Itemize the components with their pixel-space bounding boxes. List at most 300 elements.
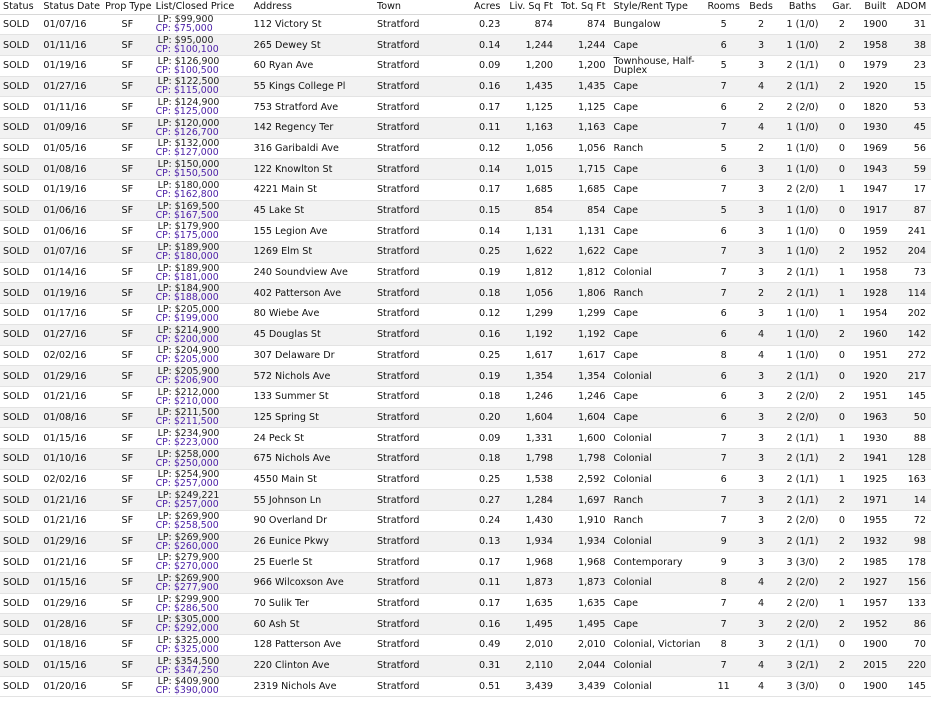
row-beds: 3 bbox=[758, 267, 765, 279]
row-price bbox=[153, 428, 251, 449]
closed-price bbox=[156, 128, 251, 137]
table-row[interactable] bbox=[0, 304, 931, 325]
row-address: 70 Sulik Ter bbox=[253, 598, 310, 610]
row-status-date: 01/11/16 bbox=[43, 39, 87, 51]
row-beds: 3 bbox=[758, 453, 765, 465]
table-row[interactable] bbox=[0, 511, 931, 532]
closed-price bbox=[156, 686, 251, 695]
row-status: SOLD bbox=[3, 101, 30, 113]
row-status-date: 01/07/16 bbox=[43, 18, 87, 30]
closed-price-label: CP: bbox=[155, 395, 171, 407]
row-prop-type: SF bbox=[121, 598, 134, 610]
row-beds: 3 bbox=[758, 225, 765, 237]
row-tot-sqft: 1,968 bbox=[578, 556, 606, 568]
col-header-tot-sqft[interactable]: Tot. Sq Ft bbox=[558, 0, 611, 14]
row-garage: 0 bbox=[838, 60, 845, 72]
row-status: SOLD bbox=[3, 225, 30, 237]
closed-price bbox=[156, 459, 251, 468]
row-acres: 0.14 bbox=[478, 225, 501, 237]
row-town: Stratford bbox=[376, 391, 420, 403]
col-header-price[interactable]: List/Closed Price bbox=[153, 0, 251, 14]
row-acres: 0.12 bbox=[478, 308, 501, 320]
row-price bbox=[153, 76, 251, 97]
row-status: SOLD bbox=[3, 80, 30, 92]
col-header-garage[interactable]: Gar. bbox=[827, 0, 857, 14]
row-adom: 14 bbox=[913, 494, 926, 506]
closed-price-value: $257,000 bbox=[173, 499, 219, 511]
row-rooms: 6 bbox=[720, 39, 727, 51]
row-built: 1955 bbox=[863, 515, 888, 527]
row-garage: 2 bbox=[838, 660, 845, 672]
closed-price bbox=[156, 397, 251, 406]
row-baths: 2 (1/1) bbox=[786, 267, 819, 279]
row-beds: 2 bbox=[758, 287, 765, 299]
col-header-town[interactable]: Town bbox=[374, 0, 445, 14]
closed-price-label: CP: bbox=[155, 416, 171, 428]
row-status: SOLD bbox=[3, 680, 30, 692]
row-garage: 0 bbox=[838, 639, 845, 651]
row-style: Colonial bbox=[613, 473, 652, 485]
row-price bbox=[153, 159, 251, 180]
row-price bbox=[153, 242, 251, 263]
row-baths: 2 (1/1) bbox=[786, 536, 819, 548]
table-row[interactable] bbox=[0, 138, 931, 159]
row-tot-sqft: 1,617 bbox=[578, 349, 606, 361]
row-garage: 2 bbox=[838, 494, 845, 506]
row-tot-sqft: 1,812 bbox=[578, 267, 606, 279]
row-beds: 4 bbox=[758, 349, 765, 361]
row-liv-sqft: 3,439 bbox=[525, 680, 553, 692]
row-address: 572 Nichols Ave bbox=[253, 370, 331, 382]
table-row[interactable] bbox=[0, 55, 931, 76]
row-baths: 2 (1/1) bbox=[786, 60, 819, 72]
row-address: 60 Ash St bbox=[253, 618, 300, 630]
row-price bbox=[153, 614, 251, 635]
row-built: 1958 bbox=[863, 267, 888, 279]
closed-price-value: $325,000 bbox=[173, 643, 219, 655]
row-garage: 0 bbox=[838, 515, 845, 527]
table-row[interactable] bbox=[0, 242, 931, 263]
row-rooms: 7 bbox=[720, 598, 727, 610]
col-header-rooms[interactable]: Rooms bbox=[703, 0, 743, 14]
closed-price-value: $260,000 bbox=[173, 540, 219, 552]
row-acres: 0.19 bbox=[478, 267, 501, 279]
list-price-label: LP: bbox=[157, 35, 172, 47]
row-acres: 0.18 bbox=[478, 391, 501, 403]
row-status-date: 01/21/16 bbox=[43, 556, 87, 568]
row-status: SOLD bbox=[3, 411, 30, 423]
row-prop-type: SF bbox=[121, 101, 134, 113]
closed-price bbox=[156, 107, 251, 116]
row-prop-type: SF bbox=[121, 411, 134, 423]
row-garage: 1 bbox=[838, 308, 845, 320]
row-status: SOLD bbox=[3, 473, 30, 485]
row-style: Cape bbox=[613, 225, 639, 237]
row-address: 675 Nichols Ave bbox=[253, 453, 331, 465]
col-header-adom[interactable]: ADOM bbox=[893, 0, 931, 14]
table-row[interactable] bbox=[0, 14, 931, 35]
row-style: Colonial bbox=[613, 660, 652, 672]
row-town: Stratford bbox=[376, 308, 420, 320]
row-prop-type: SF bbox=[121, 205, 134, 217]
row-address: 220 Clinton Ave bbox=[253, 660, 330, 672]
list-price-value: $249,221 bbox=[174, 490, 220, 502]
row-status-date: 01/17/16 bbox=[43, 308, 87, 320]
row-status-date: 01/21/16 bbox=[43, 391, 87, 403]
row-rooms: 6 bbox=[720, 391, 727, 403]
row-liv-sqft: 1,538 bbox=[525, 473, 553, 485]
closed-price bbox=[156, 190, 251, 199]
row-style: Cape bbox=[613, 205, 639, 217]
closed-price-label: CP: bbox=[155, 188, 171, 200]
row-status-date: 01/19/16 bbox=[43, 60, 87, 72]
row-garage: 2 bbox=[838, 536, 845, 548]
row-liv-sqft: 1,798 bbox=[525, 453, 553, 465]
row-baths: 2 (1/1) bbox=[786, 473, 819, 485]
list-price-label: LP: bbox=[157, 138, 172, 150]
list-price-label: LP: bbox=[157, 117, 172, 129]
closed-price bbox=[156, 66, 251, 75]
row-town: Stratford bbox=[376, 163, 420, 175]
row-address: 402 Patterson Ave bbox=[253, 287, 342, 299]
row-rooms: 11 bbox=[717, 680, 730, 692]
table-row[interactable] bbox=[0, 97, 931, 118]
table-row[interactable] bbox=[0, 552, 931, 573]
col-header-style[interactable]: Style/Rent Type bbox=[610, 0, 703, 14]
row-town: Stratford bbox=[376, 556, 420, 568]
table-row[interactable] bbox=[0, 428, 931, 449]
row-status: SOLD bbox=[3, 453, 30, 465]
row-status: SOLD bbox=[3, 432, 30, 444]
row-rooms: 8 bbox=[720, 349, 727, 361]
row-acres: 0.25 bbox=[478, 246, 501, 258]
row-baths: 1 (1/0) bbox=[786, 329, 819, 341]
list-price-value: $279,900 bbox=[174, 552, 220, 564]
row-tot-sqft: 1,125 bbox=[578, 101, 606, 113]
row-built: 1930 bbox=[863, 432, 888, 444]
table-row[interactable] bbox=[0, 159, 931, 180]
row-tot-sqft: 1,806 bbox=[578, 287, 606, 299]
list-price-label: LP: bbox=[157, 676, 172, 688]
row-town: Stratford bbox=[376, 225, 420, 237]
closed-price-label: CP: bbox=[155, 271, 171, 283]
row-price bbox=[153, 635, 251, 656]
row-acres: 0.16 bbox=[478, 329, 501, 341]
table-row[interactable] bbox=[0, 386, 931, 407]
col-header-built[interactable]: Built bbox=[857, 0, 893, 14]
table-row[interactable] bbox=[0, 180, 931, 201]
col-header-liv-sqft[interactable]: Liv. Sq Ft bbox=[505, 0, 558, 14]
table-row[interactable] bbox=[0, 221, 931, 242]
list-price-value: $409,900 bbox=[174, 676, 220, 688]
row-beds: 3 bbox=[758, 246, 765, 258]
row-baths: 1 (1/0) bbox=[786, 308, 819, 320]
row-rooms: 7 bbox=[720, 453, 727, 465]
list-price-value: $95,000 bbox=[174, 35, 214, 47]
row-built: 1927 bbox=[863, 577, 888, 589]
row-beds: 4 bbox=[758, 660, 765, 672]
row-address: 26 Eunice Pkwy bbox=[253, 536, 329, 548]
row-baths: 1 (1/0) bbox=[786, 349, 819, 361]
row-rooms: 8 bbox=[720, 577, 727, 589]
row-built: 1954 bbox=[863, 308, 888, 320]
row-status: SOLD bbox=[3, 515, 30, 527]
row-baths: 3 (3/0) bbox=[786, 556, 819, 568]
table-row[interactable] bbox=[0, 366, 931, 387]
list-price-label: LP: bbox=[157, 159, 172, 171]
table-row[interactable] bbox=[0, 324, 931, 345]
closed-price bbox=[156, 169, 251, 178]
row-liv-sqft: 1,299 bbox=[525, 308, 553, 320]
closed-price bbox=[156, 335, 251, 344]
row-baths: 2 (2/0) bbox=[786, 391, 819, 403]
row-built: 2015 bbox=[863, 660, 888, 672]
row-beds: 3 bbox=[758, 515, 765, 527]
table-row[interactable] bbox=[0, 345, 931, 366]
row-town: Stratford bbox=[376, 39, 420, 51]
list-price-label: LP: bbox=[157, 200, 172, 212]
row-tot-sqft: 1,604 bbox=[578, 411, 606, 423]
row-town: Stratford bbox=[376, 60, 420, 72]
table-row[interactable] bbox=[0, 655, 931, 676]
row-built: 1963 bbox=[863, 411, 888, 423]
row-tot-sqft: 1,910 bbox=[578, 515, 606, 527]
row-garage: 1 bbox=[838, 184, 845, 196]
col-header-address[interactable]: Address bbox=[251, 0, 374, 14]
table-row[interactable] bbox=[0, 635, 931, 656]
row-acres: 0.18 bbox=[478, 287, 501, 299]
row-tot-sqft: 1,798 bbox=[578, 453, 606, 465]
row-prop-type: SF bbox=[121, 515, 134, 527]
row-status-date: 01/21/16 bbox=[43, 515, 87, 527]
row-rooms: 6 bbox=[720, 329, 727, 341]
col-header-status-date[interactable]: Status Date bbox=[40, 0, 102, 14]
col-header-beds[interactable]: Beds bbox=[744, 0, 778, 14]
row-status: SOLD bbox=[3, 267, 30, 279]
list-price-value: $354,500 bbox=[174, 655, 220, 667]
row-garage: 1 bbox=[838, 598, 845, 610]
row-prop-type: SF bbox=[121, 639, 134, 651]
row-style: Cape bbox=[613, 184, 639, 196]
row-price bbox=[153, 407, 251, 428]
row-baths: 1 (1/0) bbox=[786, 246, 819, 258]
row-built: 1959 bbox=[863, 225, 888, 237]
row-adom: 217 bbox=[907, 370, 926, 382]
list-price-value: $124,900 bbox=[174, 97, 220, 109]
closed-price-value: $180,000 bbox=[173, 250, 219, 262]
row-built: 1928 bbox=[863, 287, 888, 299]
row-adom: 204 bbox=[907, 246, 926, 258]
row-adom: 17 bbox=[913, 184, 926, 196]
row-garage: 1 bbox=[838, 473, 845, 485]
row-status-date: 02/02/16 bbox=[43, 473, 87, 485]
closed-price-label: CP: bbox=[155, 685, 171, 697]
row-liv-sqft: 2,110 bbox=[525, 660, 553, 672]
row-prop-type: SF bbox=[121, 246, 134, 258]
row-price bbox=[153, 531, 251, 552]
row-baths: 3 (2/1) bbox=[786, 660, 819, 672]
row-beds: 3 bbox=[758, 411, 765, 423]
row-acres: 0.14 bbox=[478, 163, 501, 175]
row-garage: 2 bbox=[838, 246, 845, 258]
row-address: 25 Euerle St bbox=[253, 556, 313, 568]
row-town: Stratford bbox=[376, 639, 420, 651]
row-status-date: 01/08/16 bbox=[43, 163, 87, 175]
row-built: 1925 bbox=[863, 473, 888, 485]
table-row[interactable] bbox=[0, 407, 931, 428]
table-body bbox=[0, 14, 931, 697]
row-liv-sqft: 1,192 bbox=[525, 329, 553, 341]
closed-price bbox=[156, 273, 251, 282]
row-town: Stratford bbox=[376, 370, 420, 382]
row-status-date: 01/11/16 bbox=[43, 101, 87, 113]
row-beds: 3 bbox=[758, 163, 765, 175]
closed-price-label: CP: bbox=[155, 375, 171, 387]
row-town: Stratford bbox=[376, 329, 420, 341]
list-price-value: $205,900 bbox=[174, 366, 220, 378]
row-beds: 4 bbox=[758, 329, 765, 341]
row-tot-sqft: 874 bbox=[587, 18, 606, 30]
row-rooms: 6 bbox=[720, 411, 727, 423]
row-tot-sqft: 1,873 bbox=[578, 577, 606, 589]
col-header-baths[interactable]: Baths bbox=[778, 0, 827, 14]
row-prop-type: SF bbox=[121, 39, 134, 51]
row-garage: 2 bbox=[838, 39, 845, 51]
row-price bbox=[153, 490, 251, 511]
row-adom: 202 bbox=[907, 308, 926, 320]
row-built: 1930 bbox=[863, 122, 888, 134]
row-style: Cape bbox=[613, 122, 639, 134]
row-address: 753 Stratford Ave bbox=[253, 101, 339, 113]
row-built: 1979 bbox=[863, 60, 888, 72]
row-style: Townhouse, Half-Duplex bbox=[613, 55, 695, 76]
row-status: SOLD bbox=[3, 577, 30, 589]
row-town: Stratford bbox=[376, 80, 420, 92]
list-price-value: $132,000 bbox=[174, 138, 220, 150]
row-prop-type: SF bbox=[121, 163, 134, 175]
row-built: 1952 bbox=[863, 618, 888, 630]
table-row[interactable] bbox=[0, 76, 931, 97]
table-row[interactable] bbox=[0, 200, 931, 221]
row-address: 966 Wilcoxson Ave bbox=[253, 577, 344, 589]
row-adom: 272 bbox=[907, 349, 926, 361]
closed-price bbox=[156, 645, 251, 654]
row-status: SOLD bbox=[3, 142, 30, 154]
row-garage: 0 bbox=[838, 349, 845, 361]
list-price-value: $189,900 bbox=[174, 262, 220, 274]
closed-price-label: CP: bbox=[155, 209, 171, 221]
list-price-label: LP: bbox=[157, 241, 172, 253]
row-adom: 220 bbox=[907, 660, 926, 672]
table-row[interactable] bbox=[0, 490, 931, 511]
row-town: Stratford bbox=[376, 432, 420, 444]
closed-price bbox=[156, 293, 251, 302]
row-beds: 4 bbox=[758, 598, 765, 610]
table-row[interactable] bbox=[0, 614, 931, 635]
table-row[interactable] bbox=[0, 117, 931, 138]
row-baths: 2 (1/1) bbox=[786, 370, 819, 382]
table-row[interactable] bbox=[0, 593, 931, 614]
row-garage: 0 bbox=[838, 370, 845, 382]
row-liv-sqft: 1,125 bbox=[525, 101, 553, 113]
row-address: 24 Peck St bbox=[253, 432, 304, 444]
table-row[interactable] bbox=[0, 573, 931, 594]
row-beds: 3 bbox=[758, 473, 765, 485]
row-tot-sqft: 1,495 bbox=[578, 618, 606, 630]
row-status: SOLD bbox=[3, 184, 30, 196]
row-status-date: 01/21/16 bbox=[43, 494, 87, 506]
row-adom: 145 bbox=[907, 680, 926, 692]
row-style: Cape bbox=[613, 246, 639, 258]
closed-price-value: $126,700 bbox=[173, 126, 219, 138]
row-price bbox=[153, 552, 251, 573]
row-tot-sqft: 2,592 bbox=[578, 473, 606, 485]
row-garage: 2 bbox=[838, 18, 845, 30]
row-beds: 3 bbox=[758, 205, 765, 217]
table-row[interactable] bbox=[0, 448, 931, 469]
row-beds: 2 bbox=[758, 18, 765, 30]
row-liv-sqft: 1,435 bbox=[525, 80, 553, 92]
row-tot-sqft: 1,715 bbox=[578, 163, 606, 175]
row-baths: 2 (1/1) bbox=[786, 639, 819, 651]
row-acres: 0.16 bbox=[478, 618, 501, 630]
table-row[interactable] bbox=[0, 262, 931, 283]
row-built: 1943 bbox=[863, 163, 888, 175]
col-header-prop-type[interactable]: Prop Type bbox=[102, 0, 153, 14]
row-baths: 2 (1/1) bbox=[786, 432, 819, 444]
row-garage: 1 bbox=[838, 287, 845, 299]
list-price-value: $234,900 bbox=[174, 428, 220, 440]
closed-price bbox=[156, 355, 251, 364]
row-rooms: 7 bbox=[720, 267, 727, 279]
table-row[interactable] bbox=[0, 676, 931, 697]
closed-price-value: $75,000 bbox=[173, 23, 213, 35]
row-built: 1900 bbox=[863, 680, 888, 692]
row-built: 1971 bbox=[863, 494, 888, 506]
row-beds: 3 bbox=[758, 556, 765, 568]
col-header-status[interactable]: Status bbox=[0, 0, 40, 14]
row-tot-sqft: 1,246 bbox=[578, 391, 606, 403]
row-town: Stratford bbox=[376, 18, 420, 30]
row-built: 1941 bbox=[863, 453, 888, 465]
row-liv-sqft: 1,331 bbox=[525, 432, 553, 444]
row-address: 240 Soundview Ave bbox=[253, 267, 348, 279]
row-address: 112 Victory St bbox=[253, 18, 322, 30]
table-row[interactable] bbox=[0, 35, 931, 56]
table-row[interactable] bbox=[0, 283, 931, 304]
list-price-label: LP: bbox=[157, 552, 172, 564]
row-adom: 45 bbox=[913, 122, 926, 134]
row-status: SOLD bbox=[3, 618, 30, 630]
row-rooms: 7 bbox=[720, 184, 727, 196]
row-rooms: 7 bbox=[720, 618, 727, 630]
table-row[interactable] bbox=[0, 531, 931, 552]
row-style: Contemporary bbox=[613, 556, 683, 568]
row-liv-sqft: 1,622 bbox=[525, 246, 553, 258]
closed-price bbox=[156, 314, 251, 323]
col-header-acres[interactable]: Acres bbox=[445, 0, 506, 14]
row-adom: 133 bbox=[907, 598, 926, 610]
row-liv-sqft: 1,617 bbox=[525, 349, 553, 361]
row-style: Bungalow bbox=[613, 18, 661, 30]
row-tot-sqft: 1,934 bbox=[578, 536, 606, 548]
closed-price-label: CP: bbox=[155, 333, 171, 345]
row-tot-sqft: 1,354 bbox=[578, 370, 606, 382]
list-price-label: LP: bbox=[157, 614, 172, 626]
row-garage: 0 bbox=[838, 163, 845, 175]
table-row[interactable] bbox=[0, 469, 931, 490]
list-price-value: $169,500 bbox=[174, 200, 220, 212]
